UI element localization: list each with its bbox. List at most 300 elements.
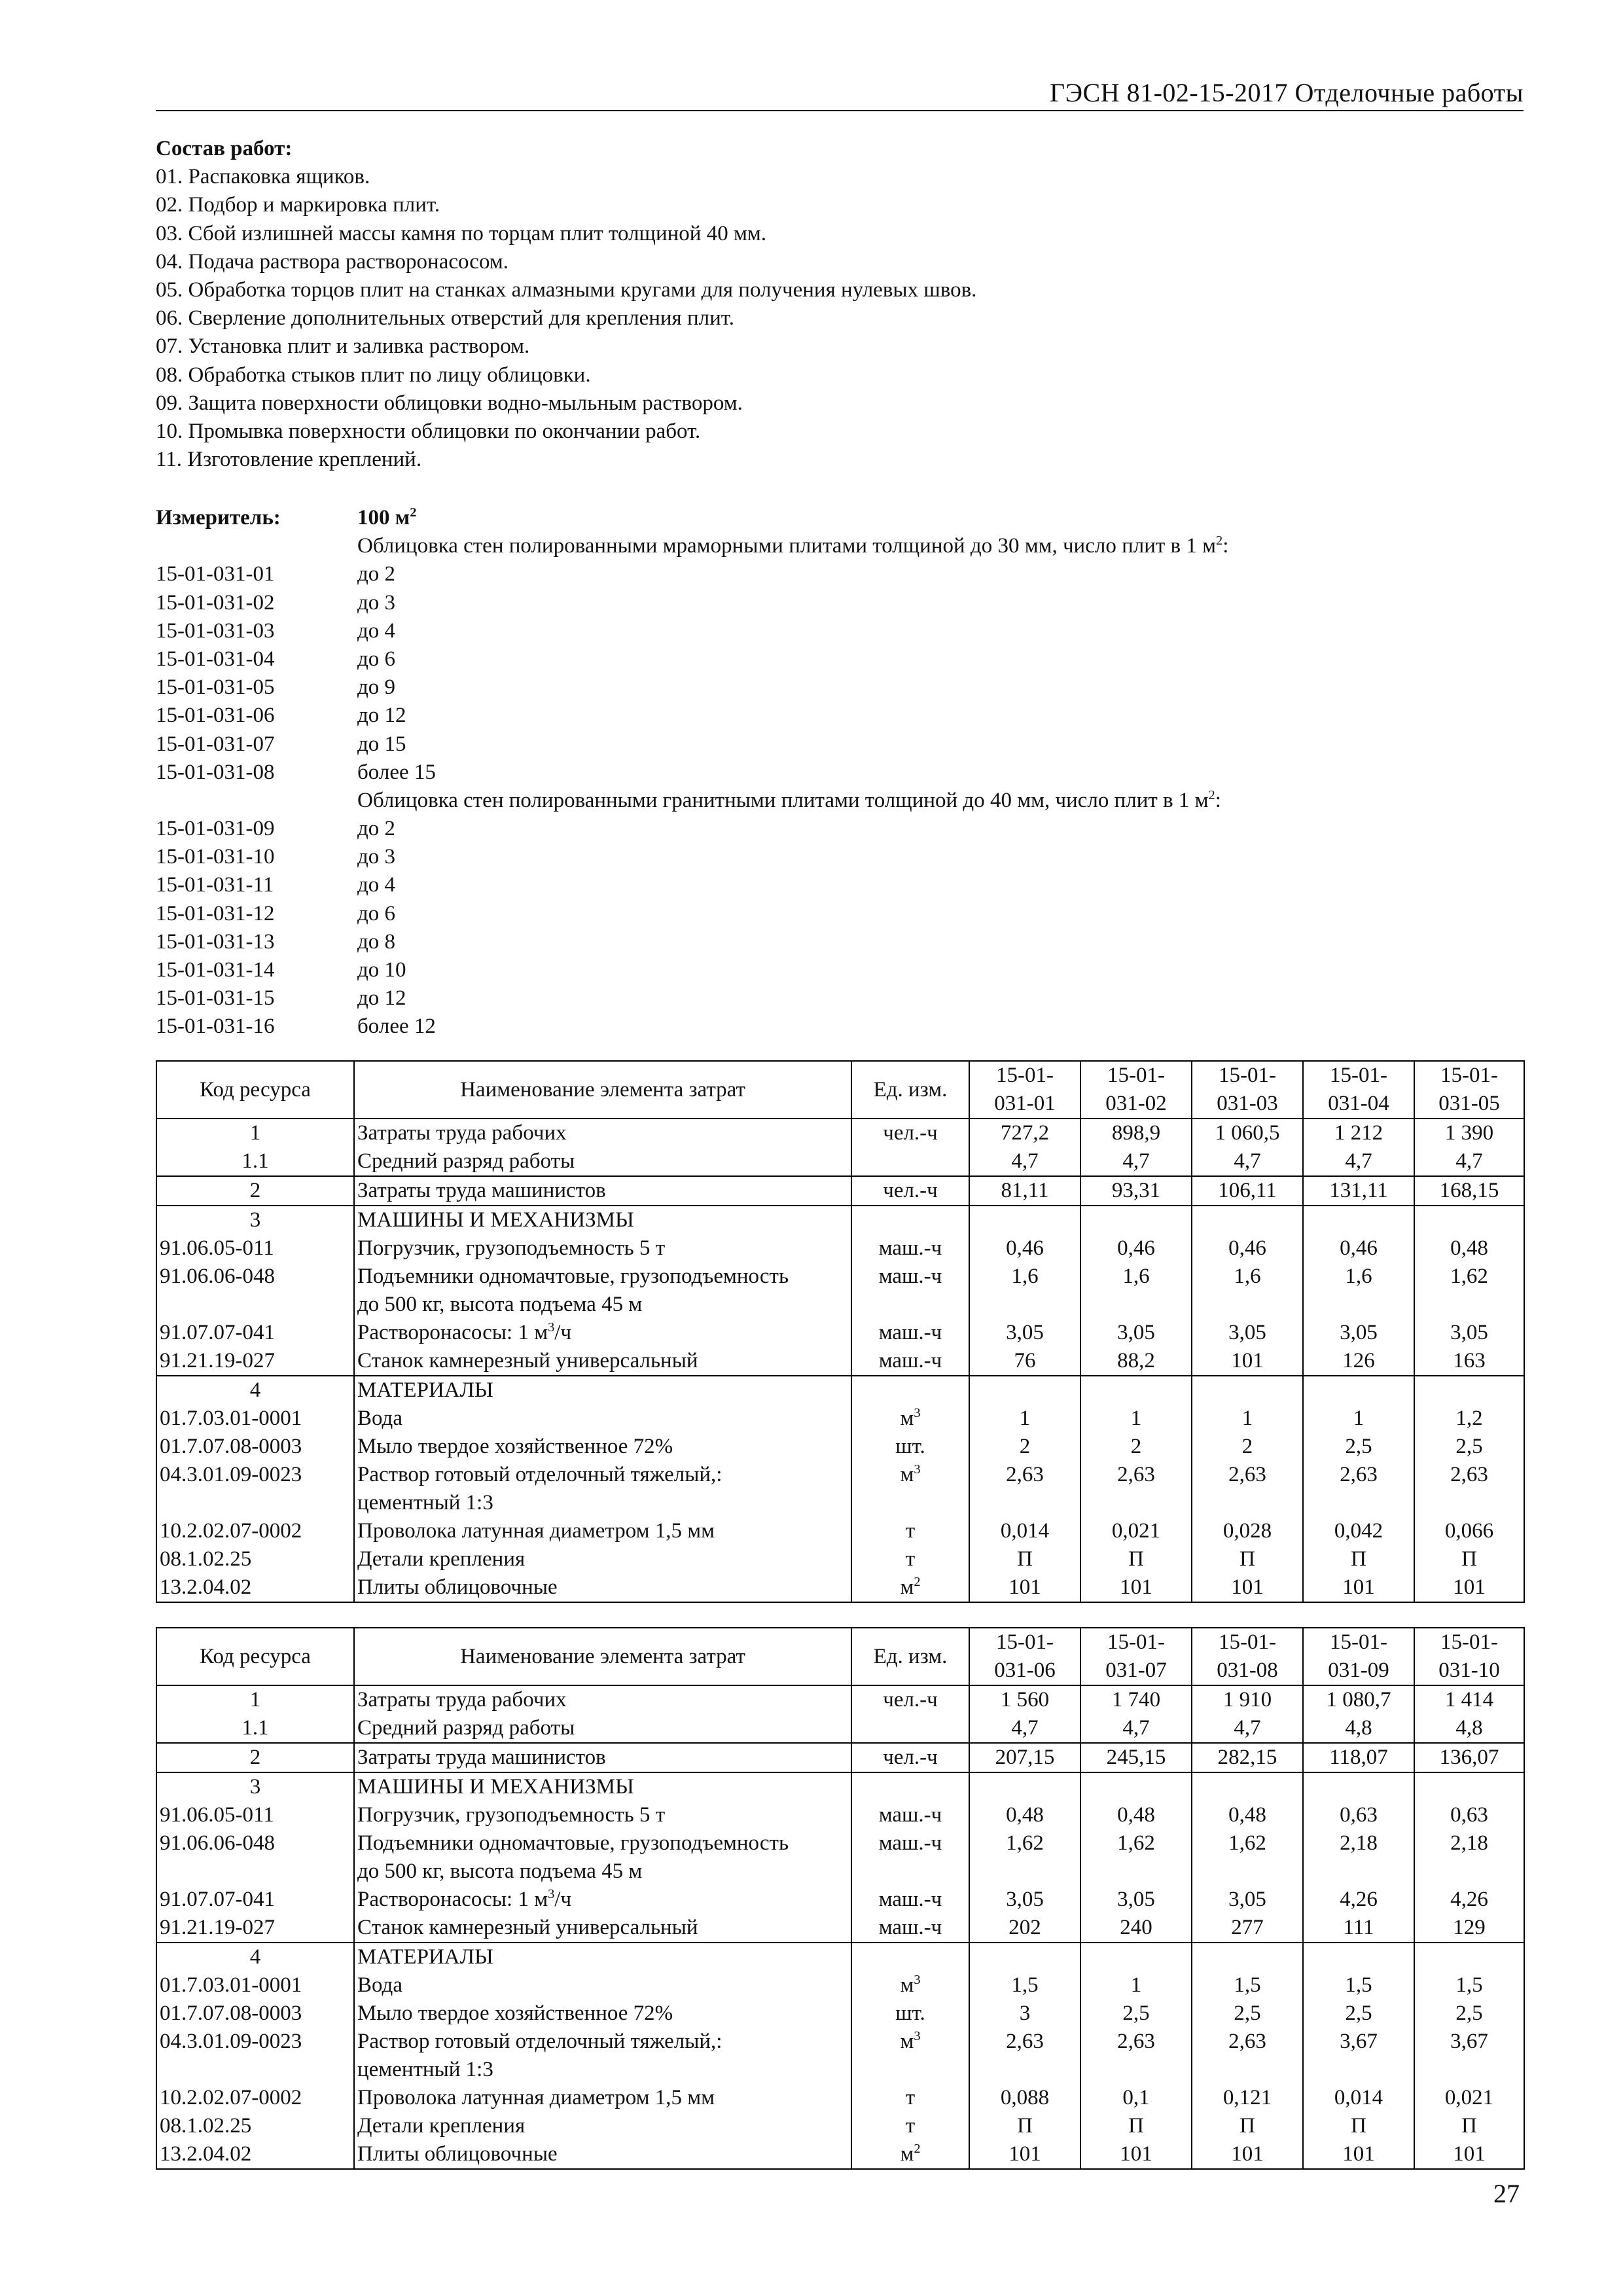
cell-value: 240 — [1080, 1914, 1192, 1943]
work-items-list — [156, 163, 976, 474]
cell-value — [969, 1489, 1080, 1517]
cell-value — [1303, 1291, 1414, 1319]
cell-value: 101 — [969, 1573, 1080, 1602]
measure-group-2 — [156, 787, 1524, 815]
cell-value: 3,05 — [1192, 1886, 1303, 1914]
header-norm-code: 15-01- 031-07 — [1080, 1628, 1192, 1685]
cell-unit: т — [851, 2112, 969, 2140]
header-norm-code: 15-01- 031-08 — [1192, 1628, 1303, 1685]
cell-resource-code: 4 — [156, 1376, 354, 1405]
norm-code: 15-01-031-14 — [156, 958, 275, 982]
cell-element-name: Средний разряд работы — [354, 1714, 851, 1743]
header-norm-code: 15-01- 031-02 — [1080, 1061, 1192, 1119]
cell-value: 898,9 — [1080, 1119, 1192, 1147]
cell-element-name: Затраты труда рабочих — [354, 1119, 851, 1147]
cell-value: 101 — [1080, 1573, 1192, 1602]
table-row — [156, 1263, 1524, 1291]
cell-value: 2 — [1080, 1433, 1192, 1461]
cell-value: П — [1080, 2112, 1192, 2140]
table-row — [156, 1206, 1524, 1234]
norm-code: 15-01-031-10 — [156, 845, 275, 869]
cell-value: 93,31 — [1080, 1176, 1192, 1206]
cell-resource-code: 01.7.07.08-0003 — [156, 1433, 354, 1461]
cell-value: 0,46 — [969, 1234, 1080, 1263]
cell-resource-code: 04.3.01.09-0023 — [156, 2028, 354, 2056]
cell-unit: $м^2$ — [851, 1573, 969, 1602]
cell-unit — [851, 1291, 969, 1319]
cell-element-name: Затраты труда машинистов — [354, 1743, 851, 1772]
measure-code-row — [156, 645, 1524, 673]
norm-description: до 8 — [357, 929, 396, 954]
cell-value — [1080, 1376, 1192, 1405]
cell-unit — [851, 1147, 969, 1176]
cell-unit — [851, 1489, 969, 1517]
cell-value: 1 — [1192, 1405, 1303, 1433]
cell-value: 3,67 — [1414, 2028, 1524, 2056]
cell-value — [1303, 1943, 1414, 1971]
header-norm-code: 15-01- 031-03 — [1192, 1061, 1303, 1119]
cell-element-name: МАШИНЫ И МЕХАНИЗМЫ — [354, 1772, 851, 1801]
cell-value: 1,62 — [1414, 1263, 1524, 1291]
table-row — [156, 1291, 1524, 1319]
cell-value — [1080, 1489, 1192, 1517]
measure-code-row — [156, 589, 1524, 617]
cell-value: 0,066 — [1414, 1517, 1524, 1545]
table-row — [156, 1573, 1524, 1602]
cell-element-name: Вода — [354, 1405, 851, 1433]
norm-code: 15-01-031-11 — [156, 873, 274, 897]
norm-description: до 12 — [357, 986, 406, 1011]
header-norm-code: 15-01- 031-06 — [969, 1628, 1080, 1685]
work-item: 10. Промывка поверхности облицовки по окончании работ. — [156, 420, 701, 444]
cell-element-name: Станок камнерезный универсальный — [354, 1347, 851, 1376]
cell-value: 0,46 — [1080, 1234, 1192, 1263]
norm-code: 15-01-031-03 — [156, 619, 275, 643]
cell-value — [1192, 1376, 1303, 1405]
cell-value: 0,63 — [1303, 1801, 1414, 1829]
cell-element-name: Мыло твердое хозяйственное 72% — [354, 1433, 851, 1461]
norm-description: до 4 — [357, 619, 396, 643]
cell-value: 2,5 — [1080, 2000, 1192, 2028]
cell-element-name: Вода — [354, 1971, 851, 2000]
measure-header-row — [156, 504, 1524, 532]
cell-value: 0,48 — [1414, 1234, 1524, 1263]
cell-value: 1 390 — [1414, 1119, 1524, 1147]
cell-value: 4,7 — [969, 1714, 1080, 1743]
work-item: 02. Подбор и маркировка плит. — [156, 193, 440, 217]
cell-element-name: Детали крепления — [354, 1545, 851, 1573]
norm-description: до 4 — [357, 873, 396, 897]
cell-value — [969, 1857, 1080, 1886]
cell-resource-code: 91.21.19-027 — [156, 1914, 354, 1943]
measure-codes-1 — [156, 560, 1524, 787]
header-norm-code: 15-01- 031-10 — [1414, 1628, 1524, 1685]
cell-value: П — [969, 2112, 1080, 2140]
cell-value: 1,5 — [1414, 1971, 1524, 2000]
cell-element-name: Растворонасосы: 1 $м^3/ч$ — [354, 1319, 851, 1347]
cell-value: 0,042 — [1303, 1517, 1414, 1545]
cell-element-name: Раствор готовый отделочный тяжелый,: — [354, 2028, 851, 2056]
table-row — [156, 1914, 1524, 1943]
cell-element-name: Погрузчик, грузоподъемность 5 т — [354, 1801, 851, 1829]
cell-resource-code: 10.2.02.07-0002 — [156, 1517, 354, 1545]
cell-unit: маш.-ч — [851, 1829, 969, 1857]
measure-codes-2 — [156, 815, 1524, 1041]
cell-value: 3,05 — [1192, 1319, 1303, 1347]
table-row — [156, 1743, 1524, 1772]
measure-group-1-title: Облицовка стен полированными мраморными плитами толщиной до 30 мм, число плит в 1 $м^2$: — [357, 533, 1229, 558]
work-item: 01. Распаковка ящиков. — [156, 165, 370, 189]
cell-value: 0,1 — [1080, 2084, 1192, 2112]
header-code: Код ресурса — [156, 1061, 354, 1119]
cell-value — [1192, 1772, 1303, 1801]
cell-value: 282,15 — [1192, 1743, 1303, 1772]
cell-element-name: МАТЕРИАЛЫ — [354, 1376, 851, 1405]
cell-value: 4,7 — [1192, 1714, 1303, 1743]
cell-resource-code: 10.2.02.07-0002 — [156, 2084, 354, 2112]
work-item: 05. Обработка торцов плит на станках алмазными кругами для получения нулевых швов. — [156, 278, 977, 302]
cell-element-name: Плиты облицовочные — [354, 2140, 851, 2169]
cell-value: 0,46 — [1303, 1234, 1414, 1263]
cell-value: 76 — [969, 1347, 1080, 1376]
cell-unit: чел.-ч — [851, 1176, 969, 1206]
table-row — [156, 1545, 1524, 1573]
table-row — [156, 1347, 1524, 1376]
cell-value — [1080, 1772, 1192, 1801]
cell-value: 0,021 — [1414, 2084, 1524, 2112]
table-row — [156, 2140, 1524, 2169]
measure-code-row — [156, 815, 1524, 843]
cell-unit — [851, 1376, 969, 1405]
cell-value: 1 740 — [1080, 1685, 1192, 1714]
cell-element-name: Мыло твердое хозяйственное 72% — [354, 2000, 851, 2028]
cell-value: 1,5 — [969, 1971, 1080, 2000]
cell-unit: маш.-ч — [851, 1347, 969, 1376]
cell-value: 3,05 — [969, 1319, 1080, 1347]
cell-value — [1414, 1291, 1524, 1319]
cell-value: 118,07 — [1303, 1743, 1414, 1772]
measure-code-row — [156, 673, 1524, 702]
cell-value: 1,6 — [1192, 1263, 1303, 1291]
header-norm-code: 15-01- 031-05 — [1414, 1061, 1524, 1119]
measure-code-row — [156, 702, 1524, 730]
cell-resource-code: 3 — [156, 1206, 354, 1234]
cell-unit — [851, 1714, 969, 1743]
cell-value: 4,8 — [1414, 1714, 1524, 1743]
table-row — [156, 1234, 1524, 1263]
page-header — [156, 77, 1524, 111]
resource-table-1 — [156, 1060, 1525, 1603]
table-row — [156, 1405, 1524, 1433]
cell-value: 101 — [969, 2140, 1080, 2169]
norm-code: 15-01-031-12 — [156, 901, 275, 925]
work-item: 11. Изготовление креплений. — [156, 448, 422, 472]
measure-code-row — [156, 984, 1524, 1013]
work-item: 03. Сбой излишней массы камня по торцам плит толщиной 40 мм. — [156, 221, 766, 245]
norm-description: до 12 — [357, 704, 406, 728]
cell-value: 3,05 — [969, 1886, 1080, 1914]
cell-value — [969, 1376, 1080, 1405]
cell-value: 101 — [1414, 1573, 1524, 1602]
header-norm-code: 15-01- 031-04 — [1303, 1061, 1414, 1119]
cell-value: 1,6 — [969, 1263, 1080, 1291]
measure-unit: 100 $м^2$ — [357, 505, 417, 529]
cell-value — [969, 2056, 1080, 2084]
cell-value: 0,46 — [1192, 1234, 1303, 1263]
cell-value: 2,5 — [1192, 2000, 1303, 2028]
cell-value: 2,5 — [1414, 1433, 1524, 1461]
cell-value — [1192, 1943, 1303, 1971]
cell-value: 245,15 — [1080, 1743, 1192, 1772]
cell-value: П — [1303, 1545, 1414, 1573]
cell-value: 0,014 — [1303, 2084, 1414, 2112]
measure-code-row — [156, 730, 1524, 759]
cell-value: 2,63 — [1303, 1461, 1414, 1489]
cell-value — [969, 1206, 1080, 1234]
table-row — [156, 2084, 1524, 2112]
cell-value — [1303, 1489, 1414, 1517]
cell-value: 0,121 — [1192, 2084, 1303, 2112]
table-row — [156, 1176, 1524, 1206]
cell-value — [1192, 1206, 1303, 1234]
cell-element-name: МАТЕРИАЛЫ — [354, 1943, 851, 1971]
cell-resource-code — [156, 1489, 354, 1517]
cell-resource-code: 1 — [156, 1119, 354, 1147]
cell-value: 111 — [1303, 1914, 1414, 1943]
cell-value: 1 560 — [969, 1685, 1080, 1714]
cell-value: 101 — [1192, 1347, 1303, 1376]
cell-value: 131,11 — [1303, 1176, 1414, 1206]
cell-value: 1,6 — [1303, 1263, 1414, 1291]
cell-value: 3,05 — [1080, 1319, 1192, 1347]
norm-code: 15-01-031-05 — [156, 675, 275, 700]
cell-element-name: Раствор готовый отделочный тяжелый,: — [354, 1461, 851, 1489]
cell-unit: шт. — [851, 1433, 969, 1461]
work-item: 07. Установка плит и заливка раствором. — [156, 334, 530, 359]
cell-element-name: Средний разряд работы — [354, 1147, 851, 1176]
norm-code: 15-01-031-15 — [156, 986, 275, 1011]
work-composition — [156, 135, 976, 474]
cell-unit: маш.-ч — [851, 1319, 969, 1347]
cell-value: 1 414 — [1414, 1685, 1524, 1714]
cell-unit: маш.-ч — [851, 1914, 969, 1943]
norm-description: до 10 — [357, 958, 406, 982]
norm-description: более 15 — [357, 760, 436, 784]
cell-value: 163 — [1414, 1347, 1524, 1376]
table-row — [156, 1772, 1524, 1801]
cell-unit: чел.-ч — [851, 1685, 969, 1714]
table-row — [156, 2028, 1524, 2056]
measure-group-1 — [156, 532, 1524, 560]
cell-resource-code: 01.7.07.08-0003 — [156, 2000, 354, 2028]
table-row — [156, 2000, 1524, 2028]
norm-code: 15-01-031-02 — [156, 590, 275, 615]
cell-value: 2,63 — [1192, 1461, 1303, 1489]
cell-element-name: цементный 1:3 — [354, 1489, 851, 1517]
measure-code-row — [156, 560, 1524, 588]
cell-value: П — [1192, 1545, 1303, 1573]
table-row — [156, 1801, 1524, 1829]
cell-unit: т — [851, 1545, 969, 1573]
cell-unit: чел.-ч — [851, 1119, 969, 1147]
cell-value: 1,62 — [969, 1829, 1080, 1857]
cell-unit: маш.-ч — [851, 1263, 969, 1291]
cell-value: 1 — [1080, 1405, 1192, 1433]
cell-resource-code: 91.07.07-041 — [156, 1319, 354, 1347]
cell-unit — [851, 1772, 969, 1801]
norm-code: 15-01-031-09 — [156, 817, 275, 841]
cell-value — [1414, 1772, 1524, 1801]
cell-value: 168,15 — [1414, 1176, 1524, 1206]
cell-unit: маш.-ч — [851, 1234, 969, 1263]
measure-section — [156, 504, 1524, 1041]
cell-value: 2 — [969, 1433, 1080, 1461]
resource-table-2 — [156, 1627, 1525, 2170]
cell-value: 101 — [1303, 2140, 1414, 2169]
cell-value: 88,2 — [1080, 1347, 1192, 1376]
cell-value — [1192, 1489, 1303, 1517]
cell-unit: $м^3$ — [851, 1971, 969, 2000]
cell-value: 101 — [1080, 2140, 1192, 2169]
table-row — [156, 1147, 1524, 1176]
header-norm-code: 15-01- 031-09 — [1303, 1628, 1414, 1685]
header-norm-code: 15-01- 031-01 — [969, 1061, 1080, 1119]
cell-resource-code: 01.7.03.01-0001 — [156, 1971, 354, 2000]
cell-resource-code: 91.06.06-048 — [156, 1829, 354, 1857]
cell-value — [1303, 1772, 1414, 1801]
cell-unit: $м^3$ — [851, 1461, 969, 1489]
cell-value — [1414, 1857, 1524, 1886]
cell-resource-code: 08.1.02.25 — [156, 1545, 354, 1573]
cell-value: 106,11 — [1192, 1176, 1303, 1206]
cell-element-name: Подъемники одномачтовые, грузоподъемность — [354, 1829, 851, 1857]
cell-value: 101 — [1192, 1573, 1303, 1602]
cell-element-name: до 500 кг, высота подъема 45 м — [354, 1291, 851, 1319]
norm-description: до 2 — [357, 562, 396, 586]
measure-code-row — [156, 956, 1524, 984]
cell-value: 0,028 — [1192, 1517, 1303, 1545]
cell-element-name: Детали крепления — [354, 2112, 851, 2140]
table-row — [156, 1829, 1524, 1857]
cell-value — [1303, 1857, 1414, 1886]
cell-value: П — [1414, 1545, 1524, 1573]
cell-value — [1080, 1857, 1192, 1886]
cell-unit: т — [851, 1517, 969, 1545]
cell-element-name: Погрузчик, грузоподъемность 5 т — [354, 1234, 851, 1263]
cell-unit: т — [851, 2084, 969, 2112]
cell-value: 2,18 — [1414, 1829, 1524, 1857]
cell-resource-code: 13.2.04.02 — [156, 1573, 354, 1602]
norm-code: 15-01-031-07 — [156, 732, 275, 756]
table-row — [156, 2112, 1524, 2140]
cell-value: 126 — [1303, 1347, 1414, 1376]
measure-code-row — [156, 928, 1524, 956]
cell-value: 4,26 — [1303, 1886, 1414, 1914]
cell-value: 101 — [1303, 1573, 1414, 1602]
cell-unit — [851, 1857, 969, 1886]
header-unit: Ед. изм. — [851, 1628, 969, 1685]
cell-value: 2,63 — [1414, 1461, 1524, 1489]
cell-value: 1 910 — [1192, 1685, 1303, 1714]
cell-resource-code: 4 — [156, 1943, 354, 1971]
work-composition-title: Состав работ: — [156, 137, 293, 160]
table-row — [156, 1319, 1524, 1347]
table-row — [156, 2056, 1524, 2084]
cell-resource-code: 08.1.02.25 — [156, 2112, 354, 2140]
header-unit: Ед. изм. — [851, 1061, 969, 1119]
norm-description: до 15 — [357, 732, 406, 756]
cell-resource-code: 01.7.03.01-0001 — [156, 1405, 354, 1433]
cell-value: 202 — [969, 1914, 1080, 1943]
table-row — [156, 1886, 1524, 1914]
table-row — [156, 1461, 1524, 1489]
cell-value — [969, 1943, 1080, 1971]
cell-element-name: цементный 1:3 — [354, 2056, 851, 2084]
cell-resource-code: 1.1 — [156, 1147, 354, 1176]
cell-resource-code: 13.2.04.02 — [156, 2140, 354, 2169]
cell-value: 727,2 — [969, 1119, 1080, 1147]
cell-unit: маш.-ч — [851, 1886, 969, 1914]
cell-value: 4,7 — [969, 1147, 1080, 1176]
cell-value: 4,26 — [1414, 1886, 1524, 1914]
table-row — [156, 1119, 1524, 1147]
cell-element-name: Станок камнерезный универсальный — [354, 1914, 851, 1943]
measure-label: Измеритель: — [156, 506, 281, 529]
cell-element-name: Проволока латунная диаметром 1,5 мм — [354, 1517, 851, 1545]
norm-description: до 2 — [357, 817, 396, 841]
norm-description: до 3 — [357, 845, 396, 869]
cell-value: 0,021 — [1080, 1517, 1192, 1545]
table-row — [156, 1685, 1524, 1714]
cell-resource-code: 1.1 — [156, 1714, 354, 1743]
cell-unit: $м^3$ — [851, 2028, 969, 2056]
header-name: Наименование элемента затрат — [354, 1061, 851, 1119]
cell-element-name: Подъемники одномачтовые, грузоподъемность — [354, 1263, 851, 1291]
cell-value: 3,05 — [1080, 1886, 1192, 1914]
cell-element-name: до 500 кг, высота подъема 45 м — [354, 1857, 851, 1886]
cell-value: П — [1080, 1545, 1192, 1573]
cell-value: 2 — [1192, 1433, 1303, 1461]
cell-resource-code: 91.07.07-041 — [156, 1886, 354, 1914]
cell-value: 1,62 — [1080, 1829, 1192, 1857]
norm-code: 15-01-031-01 — [156, 562, 275, 586]
cell-value — [1192, 1857, 1303, 1886]
table-header-row — [156, 1628, 1524, 1685]
cell-resource-code: 91.06.05-011 — [156, 1234, 354, 1263]
header-code: Код ресурса — [156, 1628, 354, 1685]
cell-unit — [851, 1943, 969, 1971]
cell-value: 2,5 — [1414, 2000, 1524, 2028]
cell-value — [1414, 1376, 1524, 1405]
measure-group-2-title: Облицовка стен полированными гранитными плитами толщиной до 40 мм, число плит в 1 $м^2$: — [357, 787, 1221, 812]
cell-value: П — [1303, 2112, 1414, 2140]
cell-value: 3 — [969, 2000, 1080, 2028]
cell-value: 1,2 — [1414, 1405, 1524, 1433]
cell-value: 136,07 — [1414, 1743, 1524, 1772]
table-row — [156, 1714, 1524, 1743]
norm-code: 15-01-031-08 — [156, 760, 275, 784]
cell-value: 1,6 — [1080, 1263, 1192, 1291]
cell-resource-code: 3 — [156, 1772, 354, 1801]
cell-value: 1,62 — [1192, 1829, 1303, 1857]
cell-value: 2,5 — [1303, 1433, 1414, 1461]
header-name: Наименование элемента затрат — [354, 1628, 851, 1685]
cell-value: 3,67 — [1303, 2028, 1414, 2056]
cell-value: П — [1414, 2112, 1524, 2140]
cell-value — [1414, 2056, 1524, 2084]
norm-code: 15-01-031-04 — [156, 647, 275, 671]
cell-element-name: МАШИНЫ И МЕХАНИЗМЫ — [354, 1206, 851, 1234]
